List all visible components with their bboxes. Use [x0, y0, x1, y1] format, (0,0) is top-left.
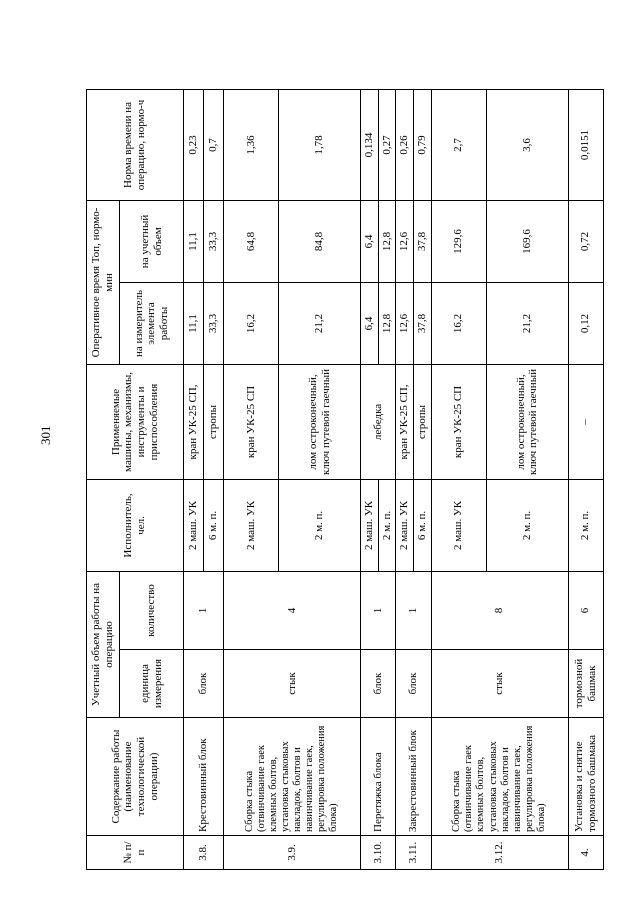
row-norm: 1,36: [223, 89, 278, 200]
header-executor: Исполнитель, чел.: [87, 479, 184, 571]
header-per-volume: на учетный объем: [120, 200, 184, 282]
row-norm: 0,79: [413, 89, 431, 200]
row-norm: 1,78: [279, 89, 361, 200]
row-qty: 6: [568, 571, 603, 649]
row-unit: стык: [223, 650, 360, 718]
row-executor: 2 маш. УК: [360, 479, 378, 571]
row-per-unit: 37,8: [413, 282, 431, 364]
header-optime: Оперативное время Топ, нормо-мин: [87, 200, 120, 364]
row-qty: 1: [184, 571, 224, 649]
row-machine: лом остроконечный, ключ путевой гаечный: [279, 364, 361, 479]
row-per-volume: 37,8: [413, 200, 431, 282]
row-machine: лом остроконечный, ключ путевой гаечный: [486, 364, 568, 479]
header-volume: Учетный объем работы на операцию: [87, 571, 120, 717]
row-machine: кран УК-25 СП,: [396, 364, 414, 479]
row-executor: 2 маш. УК: [396, 479, 414, 571]
row-machine: стропы: [413, 364, 431, 479]
header-norm: Норма времени на операцию, нормо-ч: [87, 89, 184, 200]
row-machine: лебедка: [360, 364, 395, 479]
row-per-unit: 21,2: [486, 282, 568, 364]
row-norm: 0,134: [360, 89, 378, 200]
row-num: 3.12.: [431, 836, 568, 870]
row-machine: кран УК-25 СП: [223, 364, 278, 479]
row-per-unit: 6,4: [360, 282, 378, 364]
row-per-volume: 129,6: [431, 200, 486, 282]
row-num: 3.9.: [223, 836, 360, 870]
row-per-unit: 16,2: [223, 282, 278, 364]
row-unit: блок: [184, 650, 224, 718]
page-number: 301: [38, 425, 53, 445]
row-executor: 6 м. п.: [204, 479, 224, 571]
row-executor: 2 маш. УК: [223, 479, 278, 571]
row-executor: 6 м. п.: [413, 479, 431, 571]
row-norm: 0,26: [396, 89, 414, 200]
row-norm: 0,27: [378, 89, 396, 200]
row-content: Закрестовинный блок: [396, 718, 431, 836]
row-per-volume: 11,1: [184, 200, 204, 282]
row-norm: 0,7: [204, 89, 224, 200]
row-per-volume: 0,72: [568, 200, 603, 282]
row-num: 4.: [568, 836, 603, 870]
row-per-volume: 12,6: [396, 200, 414, 282]
header-machines: Применяемые машины, механизмы, инструменты и приспособления: [87, 364, 184, 479]
row-machine: стропы: [204, 364, 224, 479]
row-per-unit: 12,6: [396, 282, 414, 364]
row-per-unit: 33,3: [204, 282, 224, 364]
row-num: 3.10.: [360, 836, 395, 870]
row-num: 3.11.: [396, 836, 431, 870]
row-qty: 4: [223, 571, 360, 649]
row-per-volume: 33,3: [204, 200, 224, 282]
row-norm: 3,6: [486, 89, 568, 200]
row-per-volume: 169,6: [486, 200, 568, 282]
row-unit: тормозной башмак: [568, 650, 603, 718]
row-per-unit: 21,2: [279, 282, 361, 364]
row-per-volume: 64,8: [223, 200, 278, 282]
row-per-unit: 12,8: [378, 282, 396, 364]
norms-table-container: [86, 90, 604, 870]
row-content: Крестовинный блок: [184, 718, 224, 836]
row-per-volume: 12,8: [378, 200, 396, 282]
row-unit: стык: [431, 650, 568, 718]
row-machine: кран УК-25 СП: [431, 364, 486, 479]
row-norm: 0,0151: [568, 89, 603, 200]
row-executor: 2 маш. УК: [431, 479, 486, 571]
header-qty: количество: [120, 571, 184, 649]
row-content: Сборка стыка (отвинчивание гаек клемных болтов, установка стыковых накладок, болтов и навинчивание гаек, регулировка положения блока): [431, 718, 568, 836]
row-executor: 2 м. п.: [486, 479, 568, 571]
row-qty: 8: [431, 571, 568, 649]
row-num: 3.8.: [184, 836, 224, 870]
row-content: Установка и снятие тормозного башмака: [568, 718, 603, 836]
row-executor: 2 маш. УК: [184, 479, 204, 571]
row-per-volume: 84,8: [279, 200, 361, 282]
row-per-unit: 11,1: [184, 282, 204, 364]
header-unit: единица измерения: [120, 650, 184, 718]
header-content: Содержание работы (наименование технологической операции): [87, 718, 184, 836]
row-norm: 0,23: [184, 89, 204, 200]
header-per-unit: на измеритель элемента работы: [120, 282, 184, 364]
row-executor: 2 м. п.: [279, 479, 361, 571]
row-per-unit: 0,12: [568, 282, 603, 364]
row-unit: блок: [396, 650, 431, 718]
row-norm: 2,7: [431, 89, 486, 200]
row-machine: –: [568, 364, 603, 479]
row-executor: 2 м. п.: [378, 479, 396, 571]
norms-table: [86, 89, 604, 870]
row-unit: блок: [360, 650, 395, 718]
row-content: Сборка стыка (отвинчивание гаек клемных болтов, установка стыковых накладок, болтов и навинчивание гаек, регулировка положения блока): [223, 718, 360, 836]
row-per-volume: 6,4: [360, 200, 378, 282]
row-qty: 1: [360, 571, 395, 649]
row-qty: 1: [396, 571, 431, 649]
header-num: № п/п: [87, 836, 184, 870]
row-machine: кран УК-25 СП,: [184, 364, 204, 479]
row-per-unit: 16,2: [431, 282, 486, 364]
row-executor: 2 м. п.: [568, 479, 603, 571]
row-content: Перетяжка блока: [360, 718, 395, 836]
